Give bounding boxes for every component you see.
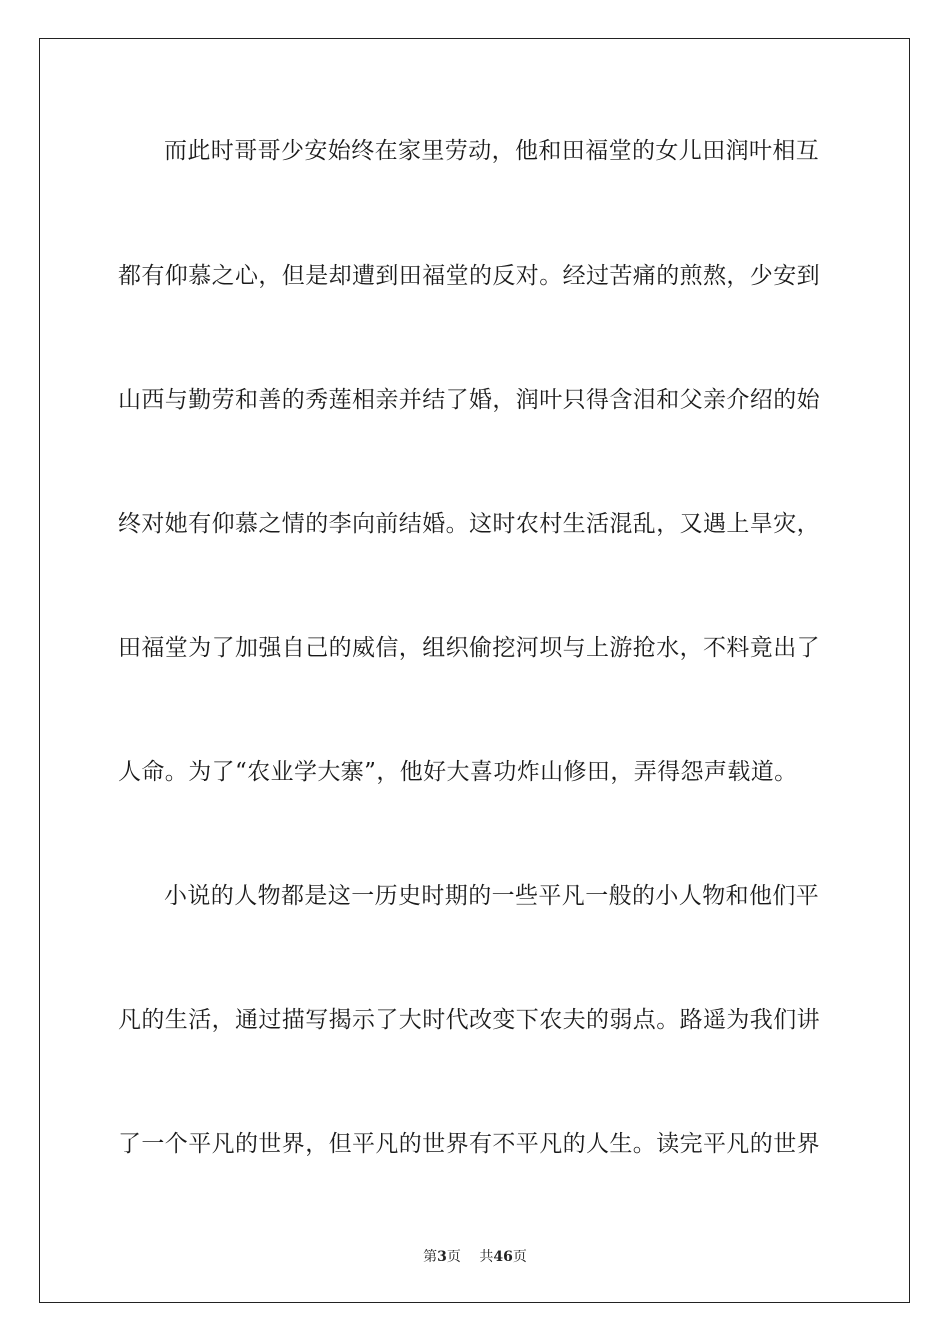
paragraph-line: 人命。为了“农业学大寨”，他好大喜功炸山修田，弄得怨声载道。 bbox=[118, 759, 798, 785]
paragraph-line: 小说的人物都是这一历史时期的一些平凡一般的小人物和他们平 bbox=[164, 883, 820, 909]
page-footer bbox=[0, 1248, 950, 1266]
total-page-count: 46 bbox=[493, 1249, 513, 1265]
current-page-indicator: 第3页 bbox=[423, 1249, 461, 1265]
page-border bbox=[39, 38, 910, 1303]
paragraph-line: 山西与勤劳和善的秀莲相亲并结了婚，润叶只得含泪和父亲介绍的始 bbox=[118, 387, 820, 413]
current-page-number: 3 bbox=[437, 1249, 447, 1265]
paragraph-line: 凡的生活，通过描写揭示了大时代改变下农夫的弱点。路遥为我们讲 bbox=[118, 1007, 820, 1033]
total-pages-indicator: 共46页 bbox=[479, 1249, 527, 1265]
paragraph-line: 了一个平凡的世界，但平凡的世界有不平凡的人生。读完平凡的世界 bbox=[118, 1131, 820, 1157]
paragraph-line: 都有仰慕之心，但是却遭到田福堂的反对。经过苦痛的煎熬，少安到 bbox=[118, 263, 820, 289]
paragraph-line: 终对她有仰慕之情的李向前结婚。这时农村生活混乱，又遇上旱灾， bbox=[118, 511, 820, 537]
paragraph-line: 田福堂为了加强自己的威信，组织偷挖河坝与上游抢水，不料竟出了 bbox=[118, 635, 820, 661]
paragraph-line: 而此时哥哥少安始终在家里劳动，他和田福堂的女儿田润叶相互 bbox=[164, 138, 820, 164]
